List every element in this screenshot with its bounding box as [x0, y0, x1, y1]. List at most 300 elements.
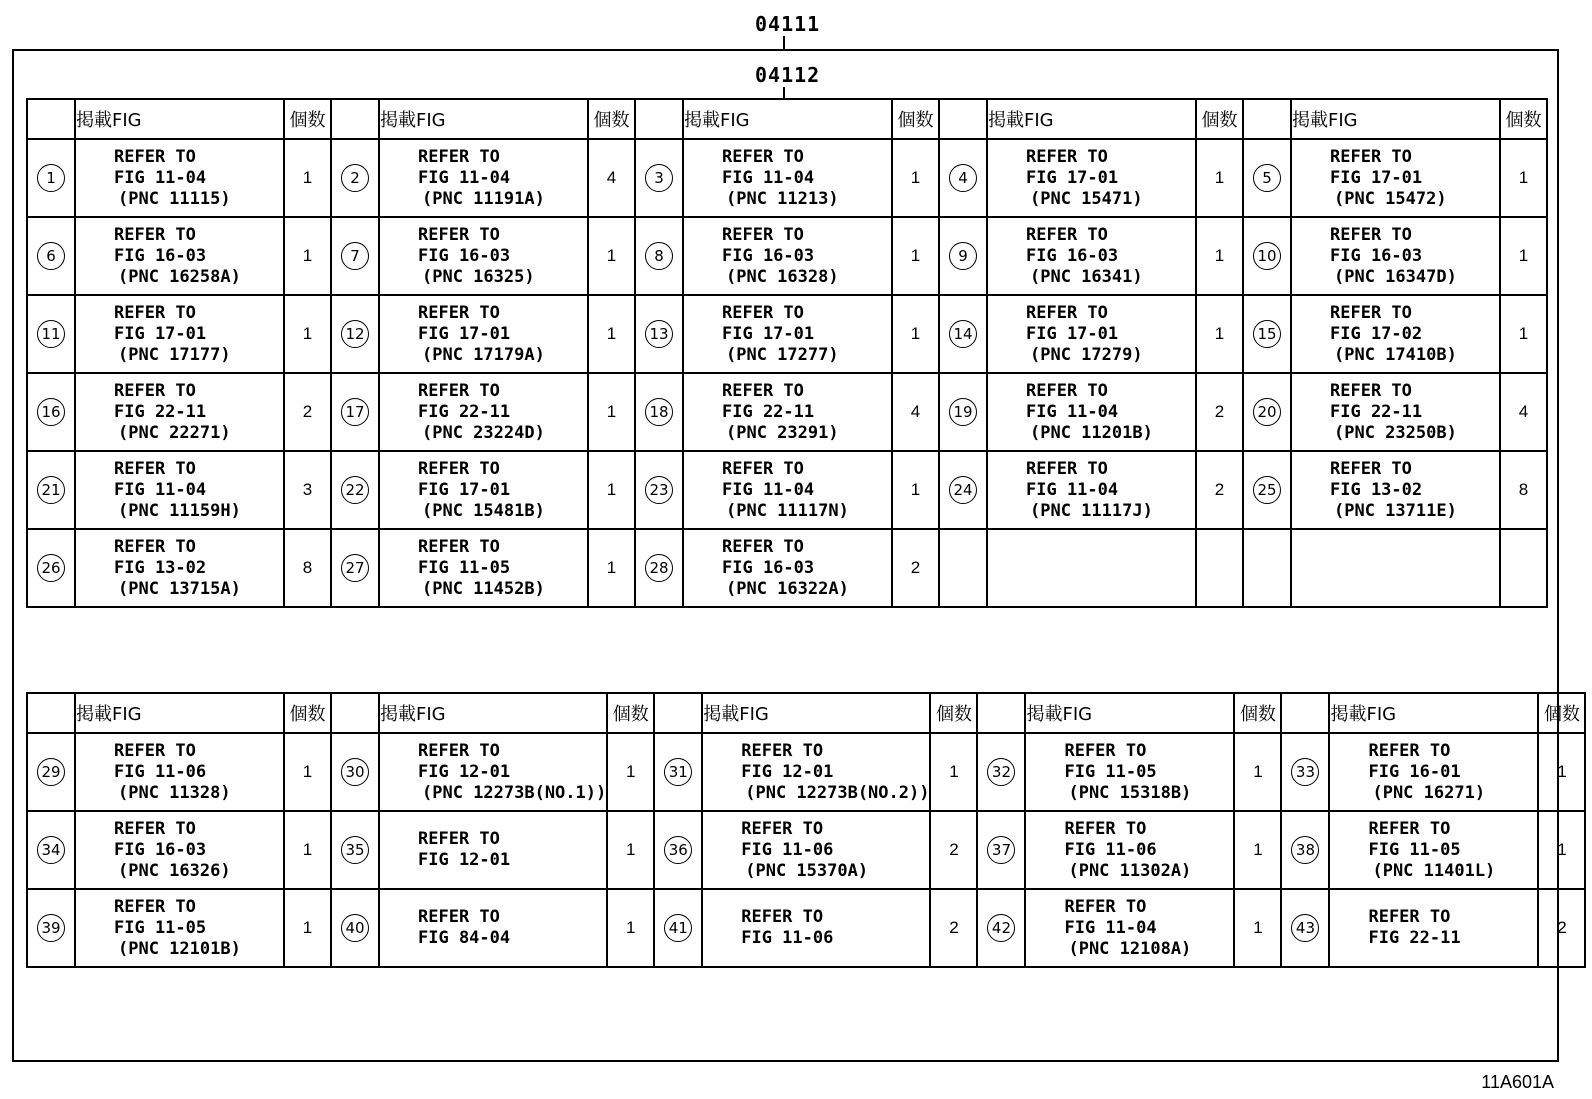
pnc-line: (PNC 11302A)	[1068, 860, 1192, 881]
header-qty: 個数	[1500, 99, 1547, 139]
header-ref-fig: 掲載FIG	[1291, 99, 1500, 139]
header-qty: 個数	[284, 99, 331, 139]
fig-line: FIG 22-11	[1368, 928, 1461, 948]
quantity-cell	[1500, 529, 1547, 607]
item-number-circle: 39	[37, 914, 65, 942]
item-number-circle: 29	[37, 758, 65, 786]
refer-line: REFER TO	[722, 146, 804, 167]
quantity-cell: 1	[892, 451, 939, 529]
quantity-cell: 1	[1538, 811, 1585, 889]
refer-line: REFER TO	[1064, 740, 1147, 761]
refer-line: REFER TO	[418, 740, 500, 761]
refer-line: REFER TO	[722, 302, 804, 323]
fig-line: FIG 11-04	[722, 167, 815, 188]
quantity-cell: 4	[588, 139, 635, 217]
header-qty: 個数	[588, 99, 635, 139]
item-number-cell	[27, 451, 75, 529]
fig-line: FIG 22-11	[1330, 401, 1423, 422]
refer-cell	[1025, 811, 1234, 889]
header-qty: 個数	[930, 693, 977, 733]
refer-line: REFER TO	[114, 302, 196, 323]
item-number-cell	[635, 217, 683, 295]
pnc-line: (PNC 12108A)	[1068, 938, 1192, 959]
refer-line: REFER TO	[418, 146, 500, 167]
refer-line: REFER TO	[1330, 146, 1412, 167]
item-number-cell	[1243, 217, 1291, 295]
refer-line: REFER TO	[741, 907, 824, 927]
quantity-cell: 2	[1538, 889, 1585, 967]
header-qty: 個数	[1538, 693, 1585, 733]
pnc-line: (PNC 11115)	[118, 188, 231, 209]
item-number-circle: 23	[645, 476, 673, 504]
quantity-cell: 4	[1500, 373, 1547, 451]
refer-line: REFER TO	[1368, 740, 1451, 761]
quantity-cell: 1	[1500, 217, 1547, 295]
quantity-cell: 1	[607, 889, 654, 967]
refer-cell	[987, 373, 1196, 451]
fig-line: FIG 17-01	[722, 323, 815, 344]
header-ref-fig: 掲載FIG	[702, 693, 930, 733]
quantity-cell: 1	[607, 811, 654, 889]
header-index	[331, 693, 379, 733]
item-number-cell	[939, 451, 987, 529]
pnc-line: (PNC 13711E)	[1334, 500, 1457, 521]
refer-line: REFER TO	[114, 740, 196, 761]
pnc-line: (PNC 16328)	[726, 266, 839, 287]
item-number-circle: 13	[645, 320, 673, 348]
refer-line: REFER TO	[418, 907, 500, 927]
item-number-cell	[939, 373, 987, 451]
refer-cell	[683, 295, 892, 373]
item-number-cell	[1243, 451, 1291, 529]
fig-line: FIG 17-01	[418, 479, 511, 500]
fig-line: FIG 17-01	[114, 323, 207, 344]
quantity-cell: 1	[284, 139, 331, 217]
refer-line: REFER TO	[1368, 818, 1451, 839]
refer-cell	[75, 373, 284, 451]
fig-line: FIG 17-01	[1026, 167, 1119, 188]
pnc-line: (PNC 11159H)	[118, 500, 241, 521]
refer-cell	[379, 373, 588, 451]
quantity-cell: 1	[1500, 295, 1547, 373]
item-number-circle: 9	[949, 242, 977, 270]
refer-line: REFER TO	[1026, 302, 1108, 323]
fig-line: FIG 12-01	[418, 850, 511, 870]
fig-line: FIG 11-04	[114, 479, 207, 500]
refer-cell	[75, 733, 284, 811]
quantity-cell: 1	[284, 889, 331, 967]
pnc-line: (PNC 15472)	[1334, 188, 1447, 209]
header-index	[654, 693, 702, 733]
refer-line: REFER TO	[418, 536, 500, 557]
fig-line: FIG 16-03	[114, 839, 207, 860]
refer-line: REFER TO	[1064, 818, 1147, 839]
item-number-cell	[27, 295, 75, 373]
table-row	[27, 451, 1547, 529]
item-number-circle: 2	[341, 164, 369, 192]
header-ref-fig: 掲載FIG	[75, 99, 284, 139]
item-number-cell	[1243, 373, 1291, 451]
header-index	[27, 99, 75, 139]
header-ref-fig: 掲載FIG	[683, 99, 892, 139]
refer-cell	[75, 889, 284, 967]
refer-cell	[1025, 733, 1234, 811]
quantity-cell: 1	[607, 733, 654, 811]
header-index	[331, 99, 379, 139]
item-number-cell	[331, 139, 379, 217]
refer-line: REFER TO	[722, 224, 804, 245]
item-number-circle: 12	[341, 320, 369, 348]
item-number-cell	[1281, 733, 1329, 811]
item-number-circle: 37	[987, 836, 1015, 864]
item-number-circle: 4	[949, 164, 977, 192]
pnc-line: (PNC 13715A)	[118, 578, 241, 599]
item-number-circle: 21	[37, 476, 65, 504]
fig-line: FIG 11-06	[741, 928, 834, 948]
header-ref-fig: 掲載FIG	[379, 693, 607, 733]
refer-line: REFER TO	[1330, 302, 1412, 323]
pnc-line: (PNC 15370A)	[745, 860, 869, 881]
quantity-cell: 2	[930, 889, 977, 967]
header-index	[635, 99, 683, 139]
refer-line: REFER TO	[114, 380, 196, 401]
refer-line: REFER TO	[1330, 380, 1412, 401]
table-row	[27, 217, 1547, 295]
item-number-cell	[635, 139, 683, 217]
pnc-line: (PNC 11328)	[118, 782, 231, 803]
quantity-cell: 2	[892, 529, 939, 607]
quantity-cell: 1	[892, 295, 939, 373]
refer-cell	[1291, 217, 1500, 295]
item-number-circle: 16	[37, 398, 65, 426]
fig-line: FIG 16-03	[722, 557, 815, 578]
quantity-cell: 1	[1196, 295, 1243, 373]
refer-cell	[987, 295, 1196, 373]
fig-line: FIG 11-04	[722, 479, 815, 500]
item-number-cell	[1281, 811, 1329, 889]
item-number-circle: 31	[664, 758, 692, 786]
header-index	[27, 693, 75, 733]
assembly-label-04112: 04112	[755, 63, 821, 87]
fig-line: FIG 22-11	[418, 401, 511, 422]
refer-line: REFER TO	[1026, 458, 1108, 479]
header-ref-fig: 掲載FIG	[379, 99, 588, 139]
refer-cell	[702, 889, 930, 967]
item-number-circle: 34	[37, 836, 65, 864]
item-number-cell	[331, 217, 379, 295]
refer-cell	[683, 217, 892, 295]
item-number-cell	[331, 451, 379, 529]
refer-line: REFER TO	[722, 458, 804, 479]
item-number-circle: 28	[645, 554, 673, 582]
item-number-circle: 19	[949, 398, 977, 426]
header-index	[1281, 693, 1329, 733]
header-ref-fig: 掲載FIG	[987, 99, 1196, 139]
quantity-cell: 2	[1196, 373, 1243, 451]
header-ref-fig: 掲載FIG	[1025, 693, 1234, 733]
item-number-circle: 6	[37, 242, 65, 270]
pnc-line: (PNC 12273B(NO.2))	[745, 782, 930, 803]
pnc-line: (PNC 17277)	[726, 344, 839, 365]
quantity-cell: 2	[930, 811, 977, 889]
fig-line: FIG 16-03	[1330, 245, 1423, 266]
item-number-circle: 32	[987, 758, 1015, 786]
table-row	[27, 373, 1547, 451]
refer-cell	[1329, 733, 1538, 811]
item-number-cell	[331, 811, 379, 889]
header-index	[939, 99, 987, 139]
quantity-cell: 8	[1500, 451, 1547, 529]
item-number-cell	[1243, 139, 1291, 217]
item-number-cell	[331, 889, 379, 967]
fig-line: FIG 22-11	[114, 401, 207, 422]
pnc-line: (PNC 11117N)	[726, 500, 849, 521]
refer-cell	[1025, 889, 1234, 967]
item-number-circle: 42	[987, 914, 1015, 942]
fig-line: FIG 11-04	[418, 167, 511, 188]
refer-cell	[683, 139, 892, 217]
refer-line: REFER TO	[114, 536, 196, 557]
item-number-cell	[654, 733, 702, 811]
item-number-cell	[939, 139, 987, 217]
header-row	[27, 693, 1585, 733]
refer-cell	[75, 451, 284, 529]
refer-line: REFER TO	[1064, 896, 1147, 917]
fig-line: FIG 16-01	[1368, 761, 1461, 782]
item-number-circle: 26	[37, 554, 65, 582]
fig-line: FIG 16-03	[114, 245, 207, 266]
quantity-cell: 1	[930, 733, 977, 811]
item-number-circle: 20	[1253, 398, 1281, 426]
item-number-circle: 17	[341, 398, 369, 426]
refer-line: REFER TO	[418, 458, 500, 479]
pnc-line: (PNC 17410B)	[1334, 344, 1457, 365]
item-number-circle: 41	[664, 914, 692, 942]
item-number-circle: 38	[1291, 836, 1319, 864]
refer-cell	[987, 139, 1196, 217]
pnc-line: (PNC 16325)	[422, 266, 535, 287]
refer-cell	[1291, 139, 1500, 217]
pnc-line: (PNC 17279)	[1030, 344, 1143, 365]
refer-cell	[75, 529, 284, 607]
quantity-cell: 1	[588, 529, 635, 607]
refer-line: REFER TO	[722, 380, 804, 401]
pnc-line: (PNC 16341)	[1030, 266, 1143, 287]
pnc-line: (PNC 16326)	[118, 860, 231, 881]
refer-line: REFER TO	[114, 818, 196, 839]
refer-line: REFER TO	[418, 224, 500, 245]
refer-cell	[379, 733, 607, 811]
pnc-line: (PNC 11117J)	[1030, 500, 1153, 521]
pnc-line: (PNC 16258A)	[118, 266, 241, 287]
fig-line: FIG 11-05	[1064, 761, 1157, 782]
refer-line: REFER TO	[114, 224, 196, 245]
item-number-circle: 40	[341, 914, 369, 942]
item-number-cell	[1281, 889, 1329, 967]
refer-line: REFER TO	[418, 829, 500, 849]
fig-line: FIG 11-04	[1064, 917, 1157, 938]
refer-line: REFER TO	[1026, 380, 1108, 401]
fig-line: FIG 12-01	[741, 761, 834, 782]
refer-cell	[379, 295, 588, 373]
fig-line: FIG 16-03	[722, 245, 815, 266]
refer-cell	[379, 529, 588, 607]
refer-cell	[683, 451, 892, 529]
item-number-cell	[654, 811, 702, 889]
item-number-circle: 11	[37, 320, 65, 348]
quantity-cell: 8	[284, 529, 331, 607]
pnc-line: (PNC 23250B)	[1334, 422, 1457, 443]
table-row	[27, 889, 1585, 967]
item-number-circle: 18	[645, 398, 673, 426]
item-number-cell	[977, 733, 1025, 811]
item-number-cell	[1243, 295, 1291, 373]
item-number-cell	[331, 529, 379, 607]
quantity-cell: 1	[284, 295, 331, 373]
fig-line: FIG 16-03	[1026, 245, 1119, 266]
quantity-cell: 1	[284, 733, 331, 811]
item-number-circle: 7	[341, 242, 369, 270]
refer-cell	[683, 373, 892, 451]
item-number-cell	[331, 373, 379, 451]
item-number-circle: 43	[1291, 914, 1319, 942]
item-number-circle: 3	[645, 164, 673, 192]
item-number-cell	[939, 295, 987, 373]
quantity-cell: 1	[284, 217, 331, 295]
pnc-line: (PNC 11201B)	[1030, 422, 1153, 443]
item-number-circle: 36	[664, 836, 692, 864]
fig-line: FIG 22-11	[722, 401, 815, 422]
refer-cell	[1291, 373, 1500, 451]
refer-line: REFER TO	[1368, 907, 1451, 927]
refer-line: REFER TO	[741, 740, 824, 761]
fig-line: FIG 11-04	[1026, 401, 1119, 422]
quantity-cell: 2	[284, 373, 331, 451]
pnc-line: (PNC 15471)	[1030, 188, 1143, 209]
item-number-cell	[977, 811, 1025, 889]
refer-cell	[75, 811, 284, 889]
header-qty: 個数	[1234, 693, 1281, 733]
item-number-circle: 1	[37, 164, 65, 192]
refer-cell	[379, 217, 588, 295]
fig-line: FIG 12-01	[418, 761, 511, 782]
table-row	[27, 529, 1547, 607]
fig-line: FIG 11-06	[1064, 839, 1157, 860]
header-ref-fig: 掲載FIG	[75, 693, 284, 733]
quantity-cell: 1	[1234, 889, 1281, 967]
item-number-cell	[635, 373, 683, 451]
refer-line: REFER TO	[722, 536, 804, 557]
quantity-cell: 1	[588, 217, 635, 295]
header-qty: 個数	[284, 693, 331, 733]
pnc-line: (PNC 12273B(NO.1))	[422, 782, 607, 803]
refer-cell	[75, 139, 284, 217]
refer-cell	[683, 529, 892, 607]
fig-line: FIG 13-02	[114, 557, 207, 578]
pnc-line: (PNC 17177)	[118, 344, 231, 365]
pnc-line: (PNC 15318B)	[1068, 782, 1192, 803]
item-number-cell	[27, 811, 75, 889]
refer-cell	[75, 295, 284, 373]
refer-cell	[379, 889, 607, 967]
item-number-cell	[331, 295, 379, 373]
header-row	[27, 99, 1547, 139]
refer-line: REFER TO	[1026, 224, 1108, 245]
pnc-line: (PNC 23291)	[726, 422, 839, 443]
item-number-circle: 15	[1253, 320, 1281, 348]
item-number-circle: 25	[1253, 476, 1281, 504]
fig-line: FIG 11-05	[1368, 839, 1461, 860]
item-number-cell	[27, 373, 75, 451]
header-qty: 個数	[607, 693, 654, 733]
quantity-cell: 1	[1500, 139, 1547, 217]
refer-cell	[1291, 529, 1500, 607]
item-number-circle: 33	[1291, 758, 1319, 786]
item-number-circle: 5	[1253, 164, 1281, 192]
refer-cell	[987, 529, 1196, 607]
refer-line: REFER TO	[114, 458, 196, 479]
refer-line: REFER TO	[1026, 146, 1108, 167]
header-index	[977, 693, 1025, 733]
quantity-cell	[1196, 529, 1243, 607]
pnc-line: (PNC 15481B)	[422, 500, 545, 521]
leader-line-outer	[783, 36, 785, 49]
fig-line: FIG 16-03	[418, 245, 511, 266]
fig-line: FIG 84-04	[418, 928, 511, 948]
refer-cell	[702, 811, 930, 889]
pnc-line: (PNC 11452B)	[422, 578, 545, 599]
quantity-cell: 1	[284, 811, 331, 889]
refer-line: REFER TO	[114, 146, 196, 167]
refer-line: REFER TO	[418, 302, 500, 323]
item-number-cell	[331, 733, 379, 811]
pnc-line: (PNC 16347D)	[1334, 266, 1457, 287]
quantity-cell: 1	[1196, 139, 1243, 217]
refer-cell	[379, 451, 588, 529]
refer-cell	[1329, 889, 1538, 967]
header-qty: 個数	[892, 99, 939, 139]
header-index	[1243, 99, 1291, 139]
refer-line: REFER TO	[1330, 458, 1412, 479]
pnc-line: (PNC 11213)	[726, 188, 839, 209]
item-number-cell	[635, 451, 683, 529]
refer-cell	[987, 451, 1196, 529]
header-qty: 個数	[1196, 99, 1243, 139]
quantity-cell: 1	[588, 451, 635, 529]
fig-line: FIG 17-01	[418, 323, 511, 344]
table-row	[27, 811, 1585, 889]
refer-cell	[1291, 295, 1500, 373]
item-number-circle: 27	[341, 554, 369, 582]
item-number-circle: 24	[949, 476, 977, 504]
pnc-line: (PNC 23224D)	[422, 422, 545, 443]
quantity-cell: 4	[892, 373, 939, 451]
quantity-cell: 1	[892, 139, 939, 217]
header-ref-fig: 掲載FIG	[1329, 693, 1538, 733]
refer-line: REFER TO	[1330, 224, 1412, 245]
pnc-line: (PNC 11401L)	[1372, 860, 1496, 881]
refer-line: REFER TO	[114, 896, 196, 917]
item-number-cell	[635, 295, 683, 373]
item-number-circle: 14	[949, 320, 977, 348]
item-number-circle: 22	[341, 476, 369, 504]
fig-line: FIG 11-05	[114, 917, 207, 938]
item-number-cell	[27, 139, 75, 217]
pnc-line: (PNC 16271)	[1372, 782, 1486, 803]
quantity-cell: 1	[588, 373, 635, 451]
item-number-circle: 10	[1253, 242, 1281, 270]
fig-line: FIG 11-05	[418, 557, 511, 578]
